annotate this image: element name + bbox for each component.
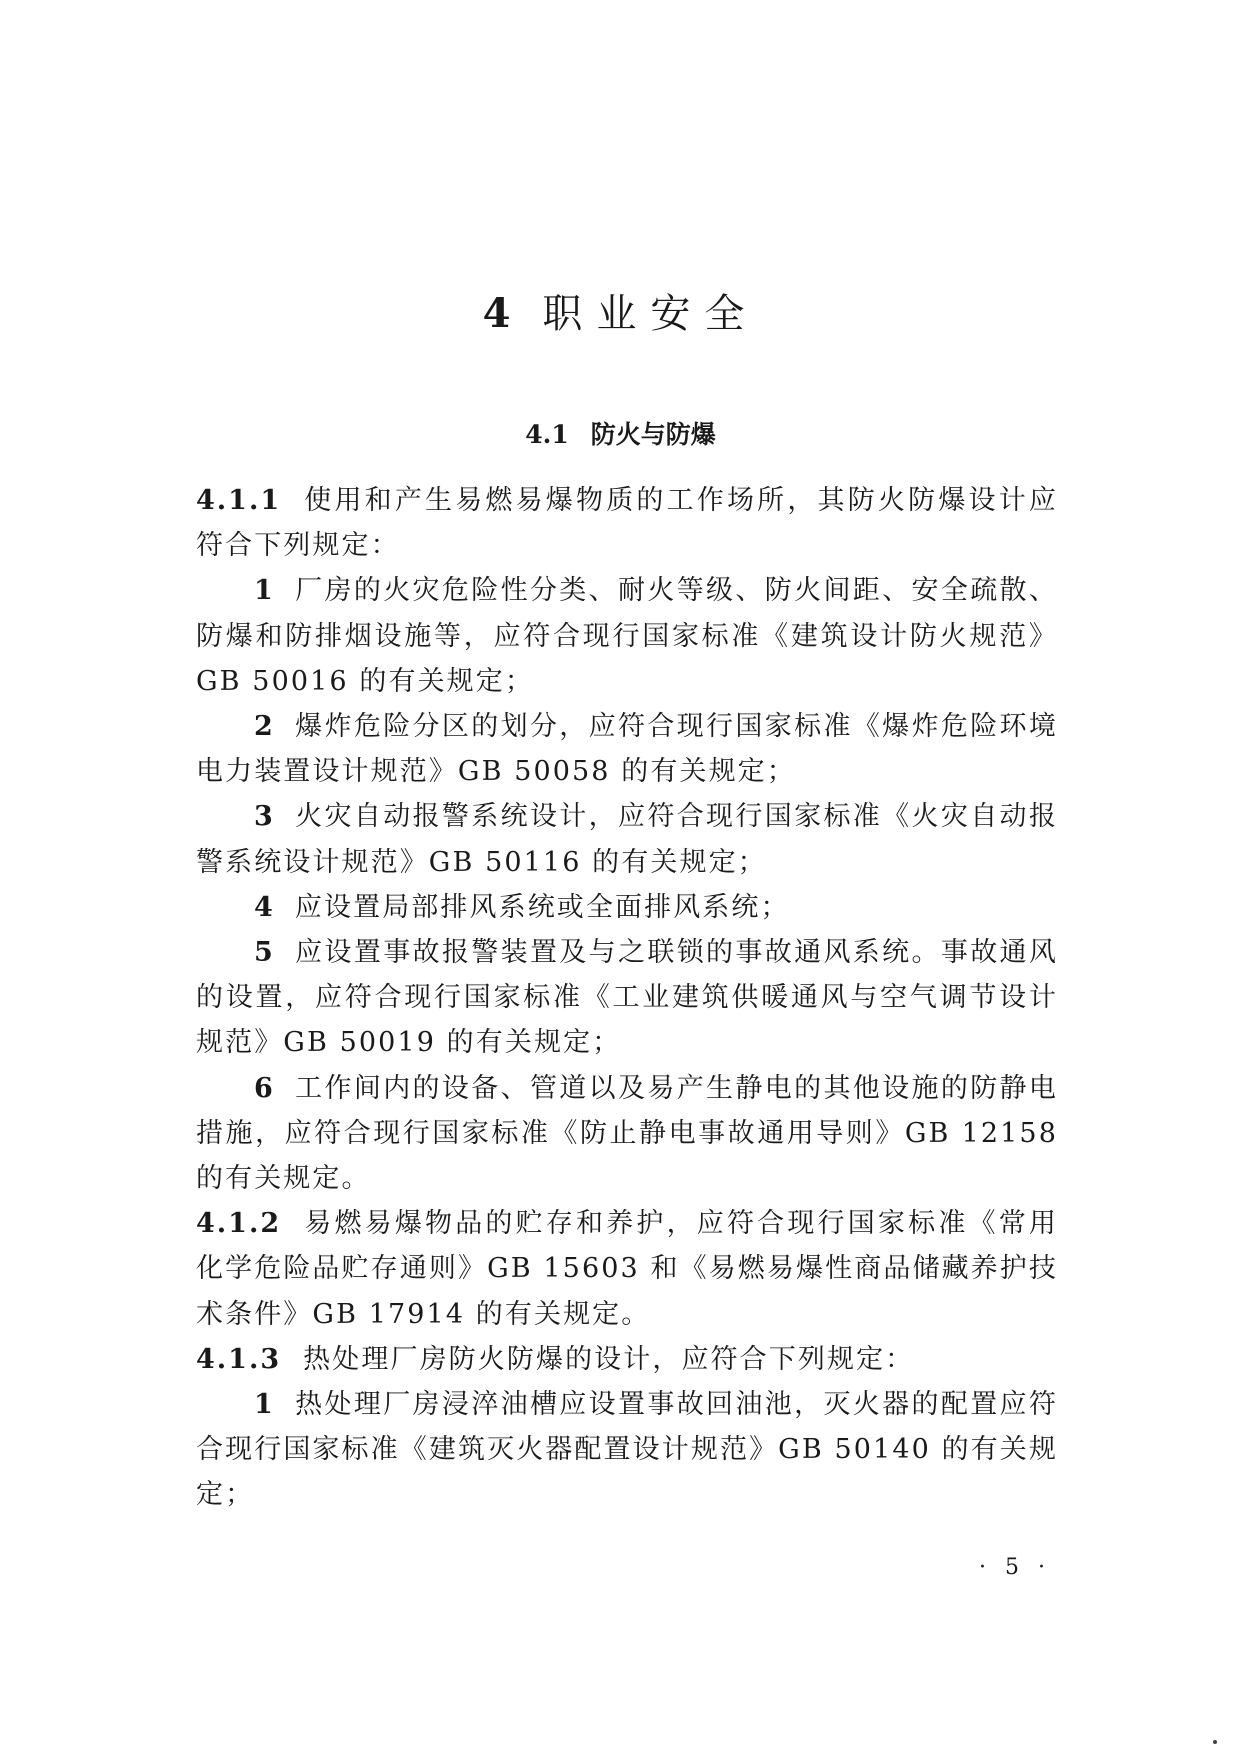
list-item xyxy=(196,568,1058,704)
section-title xyxy=(0,415,1241,451)
item-number: 4 xyxy=(254,891,275,923)
item-number: 6 xyxy=(254,1072,275,1104)
item-number: 1 xyxy=(254,575,275,607)
list-item xyxy=(196,794,1058,884)
page-number: · 5 · xyxy=(979,1555,1051,1580)
list-item xyxy=(196,1382,1058,1518)
list-item xyxy=(196,930,1058,1066)
item-number: 1 xyxy=(254,1389,275,1421)
item-number: 5 xyxy=(254,937,275,969)
item-text: 爆炸危险分区的划分，应符合现行国家标准《爆炸危险环境电力装置设计规范》GB 50058 的有关规定； xyxy=(196,711,1058,788)
clause-text: 热处理厂房防火防爆的设计，应符合下列规定： xyxy=(303,1343,915,1375)
item-number: 2 xyxy=(254,711,275,743)
section-number: 4.1 xyxy=(525,420,569,449)
chapter-number: 4 xyxy=(482,290,525,337)
clause-4-1-2 xyxy=(196,1201,1058,1337)
clause-number: 4.1.3 xyxy=(196,1343,282,1375)
list-item xyxy=(196,704,1058,794)
item-number: 3 xyxy=(254,801,275,833)
item-text: 厂房的火灾危险性分类、耐火等级、防火间距、安全疏散、防爆和防排烟设施等，应符合现行国家标准《建筑设计防火规范》GB 50016 的有关规定； xyxy=(196,575,1058,697)
chapter-title xyxy=(0,282,1241,339)
section-title-text: 防火与防爆 xyxy=(590,420,716,449)
item-text: 应设置局部排风系统或全面排风系统； xyxy=(294,891,790,923)
item-text: 火灾自动报警系统设计，应符合现行国家标准《火灾自动报警系统设计规范》GB 50116 的有关规定； xyxy=(196,801,1058,878)
clause-text: 使用和产生易燃易爆物质的工作场所，其防火防爆设计应符合下列规定： xyxy=(196,485,1058,562)
clause-number: 4.1.2 xyxy=(196,1208,282,1240)
list-item xyxy=(196,1066,1058,1202)
item-text: 工作间内的设备、管道以及易产生静电的其他设施的防静电措施，应符合现行国家标准《防止静电事故通用导则》GB 12158 的有关规定。 xyxy=(196,1072,1058,1195)
clause-4-1-3 xyxy=(196,1337,1058,1382)
body-text xyxy=(196,478,1058,1518)
item-text: 热处理厂房浸淬油槽应设置事故回油池，灭火器的配置应符合现行国家标准《建筑灭火器配置设计规范》GB 50140 的有关规定； xyxy=(196,1389,1058,1511)
clause-number: 4.1.1 xyxy=(196,485,282,516)
item-text: 应设置事故报警装置及与之联锁的事故通风系统。事故通风的设置，应符合现行国家标准《工业建筑供暖通风与空气调节设计规范》GB 50019 的有关规定； xyxy=(196,937,1058,1059)
clause-4-1-1 xyxy=(196,478,1058,568)
chapter-title-text: 职业安全 xyxy=(542,291,759,337)
scan-speck xyxy=(1213,1740,1217,1744)
clause-text: 易燃易爆物品的贮存和养护，应符合现行国家标准《常用化学危险品贮存通则》GB 15603 和《易燃易爆性商品储藏养护技术条件》GB 17914 的有关规定。 xyxy=(196,1208,1058,1330)
list-item xyxy=(196,885,1058,930)
